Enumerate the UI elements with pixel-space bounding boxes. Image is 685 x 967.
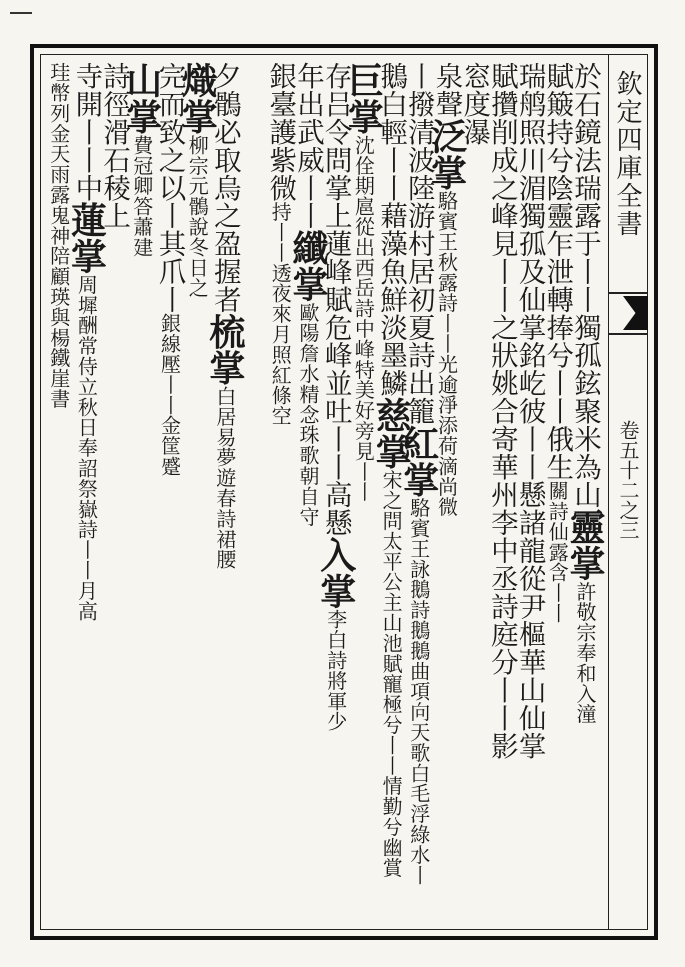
text-column — [153, 62, 188, 477]
text-column — [425, 62, 468, 518]
entry-annotation: 李白詩將軍少 — [323, 609, 348, 732]
entry-heading: 靈掌 — [563, 508, 606, 582]
entry-annotation: 許敬宗奉和入潼 — [572, 581, 597, 725]
column-text: 丨撥清波陸游村居初夏詩出籠 — [402, 62, 435, 425]
entry-annotation: 周墀酬常侍立秋日奉詔祭嶽詩丨丨月高 — [74, 274, 99, 622]
entry-heading: 蓮掌 — [65, 201, 108, 275]
book-title: 欽定四庫全書 — [612, 70, 642, 238]
text-column — [541, 62, 576, 624]
entry-annotation: 持丨丨透夜來月照紅條空 — [268, 201, 293, 426]
column-text: 於石鏡法瑞露于丨丨獨孤鉉聚米為山 — [568, 62, 601, 509]
text-column — [397, 62, 440, 886]
column-text: 年出武威丨丨 — [291, 62, 324, 230]
entry-annotation: 沈佺期扈從出西岳詩中峰特美好旁見丨丨 — [351, 134, 376, 503]
column-text: 泉聲 — [430, 62, 463, 118]
entry-annotation: 費冠卿答蕭建 — [129, 134, 154, 258]
entry-annotation: 駱賓王詠鵝詩鵝鵝曲項向天歌白毛浮綠水丨 — [406, 497, 431, 886]
entry-annotation: 駱賓王秋露詩丨丨光逾淨添荷滴尚微 — [434, 190, 459, 518]
column-text: 銀臺護紫微 — [264, 62, 297, 202]
entry-heading: 泛掌 — [425, 117, 468, 191]
column-text: 夕鶻必取烏之盈握者 — [208, 62, 241, 314]
text-column — [203, 62, 246, 570]
column-text: 完而致之以丨其爪丨 — [153, 62, 186, 314]
entry-annotation: 關詩仙露含丨丨 — [545, 480, 570, 624]
entry-heading: 熾掌 — [176, 62, 219, 135]
text-column — [286, 62, 329, 527]
entry-annotation: 珪幣列金天雨露鬼神陪顧瑛與楊鐵崖書 — [46, 62, 71, 409]
text-column — [314, 62, 357, 732]
scan-mark — [10, 12, 32, 14]
text-column — [563, 62, 606, 725]
text-column — [65, 62, 108, 622]
text-column — [342, 62, 385, 503]
text-column — [98, 62, 132, 230]
column-text: 存吕令問掌上蓮峰賦危峰並吐丨丨高懸 — [319, 62, 352, 537]
text-column — [458, 62, 493, 146]
text-column — [370, 62, 413, 878]
entry-heading: 纖掌 — [286, 229, 329, 303]
entry-heading: 紅掌 — [397, 424, 440, 498]
entry-annotation: 柳宗元鶻說冬日之 — [185, 134, 210, 299]
fish-tail-line-top — [608, 292, 648, 294]
text-column — [513, 62, 548, 760]
entry-annotation: 歐陽詹水精念珠歌朝自守 — [295, 302, 320, 527]
text-column — [264, 62, 299, 426]
entry-annotation: 白居易夢遊春詩裙腰 — [212, 385, 237, 570]
column-text: 詩徑滑石稜上 — [98, 62, 131, 230]
text-column — [176, 62, 219, 299]
column-text: 寺開丨丨中 — [70, 62, 103, 202]
entry-heading: 山掌 — [120, 62, 163, 135]
text-column — [46, 62, 77, 409]
column-text: 瑞鸼照川湄獨孤及仙掌銘屹彼丨丨懸諸龍從尹樞華山仙掌 — [513, 62, 546, 760]
column-text: 賦簸持兮陰靈乍泄轉捧兮丨丨俄生 — [541, 62, 574, 481]
entry-heading: 慈掌 — [370, 396, 413, 470]
text-column — [120, 62, 163, 258]
column-text: 鵝白輕丨丨藉藻魚鮮淡墨鱗 — [375, 62, 408, 397]
entry-heading: 入掌 — [314, 536, 357, 610]
column-text: 賦攢削成之峰見丨丨之狀姚合寄華州李中丞詩庭分丨丨影 — [485, 62, 518, 760]
entry-heading: 梳掌 — [203, 313, 246, 386]
fish-tail-line-bottom — [608, 333, 648, 335]
volume-label: 卷五十二之三 — [616, 420, 640, 540]
entry-annotation: 銀線壓丨丨金筐蹙 — [157, 313, 182, 477]
column-text: 窓度瀑 — [458, 62, 491, 146]
entry-heading: 巨掌 — [342, 62, 385, 135]
entry-annotation: 宋之問太平公主山池賦寵極兮丨丨情勤兮幽賞 — [379, 469, 404, 878]
text-column — [485, 62, 520, 760]
